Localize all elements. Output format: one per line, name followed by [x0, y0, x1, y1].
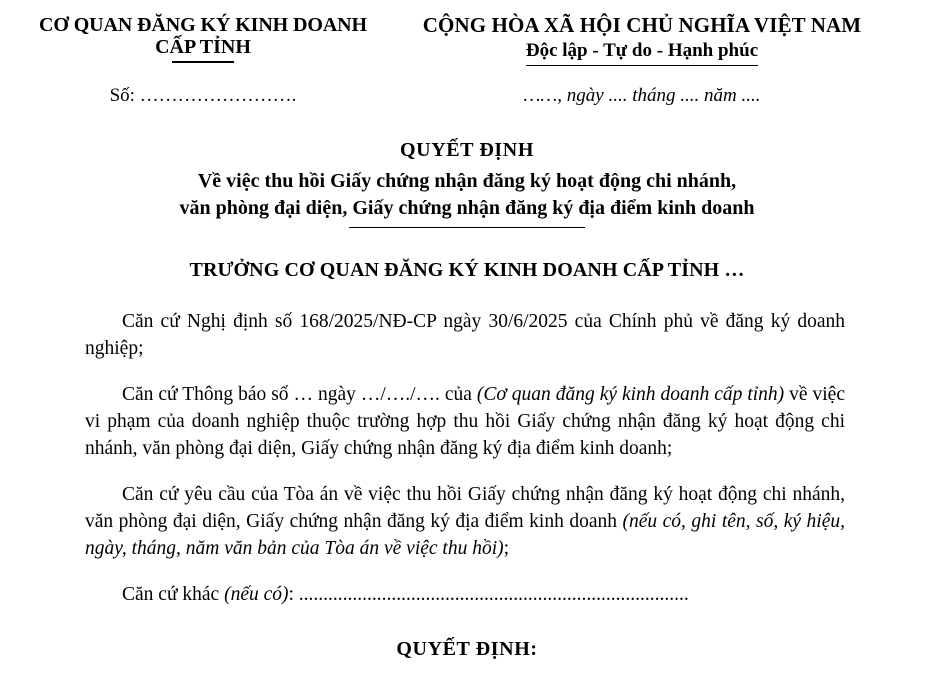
decision-subject: [0, 168, 934, 225]
national-motto: Độc lập - Tự do - Hạnh phúc: [526, 40, 758, 65]
paragraph-4-dotted-blank: : ................................................................................: [288, 583, 689, 605]
document-body: [85, 308, 845, 608]
paragraph-1-text: Căn cứ Nghị định số 168/2025/NĐ-CP ngày 30/6/2025 của Chính phủ về đăng ký doanh nghiệp;: [85, 310, 845, 359]
paragraph-4-text-part1: Căn cứ khác: [122, 583, 225, 605]
paragraph-3-italic-note: (nếu có, ghi tên, số, ký hiệu, ngày, tháng, năm văn bản của Tòa án về việc thu hồi): [85, 510, 845, 559]
decision-subject-line1: Về việc thu hồi Giấy chứng nhận đăng ký hoạt động chi nhánh,: [197, 170, 737, 193]
document-number-block: [0, 85, 392, 107]
national-title: CỘNG HÒA XÃ HỘI CHỦ NGHĨA VIỆT NAM: [422, 13, 862, 37]
issuing-authority-heading: TRƯỞNG CƠ QUAN ĐĂNG KÝ KINH DOANH CẤP TỈNH …: [189, 258, 745, 281]
decision-title-block: [0, 138, 934, 225]
paragraph-legal-basis-notice: [85, 381, 845, 462]
paragraph-other-basis: [85, 581, 845, 608]
paragraph-4-italic-note: (nếu có): [224, 583, 289, 605]
paragraph-3-text-part2: ;: [503, 537, 510, 559]
paragraph-3-text-part1: Căn cứ yêu cầu của Tòa án về việc thu hồi Giấy chứng nhận đăng ký hoạt động chi nhánh, văn phòng đại diện, Giấy chứng nhận đăng ký địa điểm kinh doanh: [85, 483, 845, 532]
national-header-block: [392, 14, 892, 65]
decision-heading: QUYẾT ĐỊNH: [400, 139, 534, 162]
document-header: [0, 0, 934, 65]
agency-name-line1: CƠ QUAN ĐĂNG KÝ KINH DOANH: [39, 14, 367, 36]
agency-name-line2: CẤP TỈNH: [155, 36, 251, 60]
paragraph-legal-basis-decree: [85, 308, 845, 362]
final-decision-heading: QUYẾT ĐỊNH:: [396, 637, 538, 660]
document-number: Số: …………………….: [109, 85, 297, 107]
paragraph-2-italic-note: (Cơ quan đăng ký kinh doanh cấp tỉnh): [476, 383, 785, 405]
document-date: ……, ngày .... tháng .... năm ....: [523, 85, 761, 107]
document-date-block: [392, 85, 892, 107]
paragraph-2-text-part2: về việc vi phạm của doanh nghiệp thuộc trường hợp thu hồi Giấy chứng nhận đăng ký hoạt động chi nhánh, văn phòng đại diện, Giấy chứng nhận đăng ký địa điểm kinh doanh;: [85, 383, 845, 459]
agency-header-block: [0, 14, 392, 61]
decision-subject-line2: văn phòng đại diện, Giấy chứng nhận đăng ký địa điểm kinh doanh: [179, 195, 754, 225]
document-meta-row: [0, 85, 934, 107]
paragraph-legal-basis-court: [85, 481, 845, 562]
paragraph-2-text-part1: Căn cứ Thông báo số … ngày …/…./…. của: [122, 383, 477, 405]
